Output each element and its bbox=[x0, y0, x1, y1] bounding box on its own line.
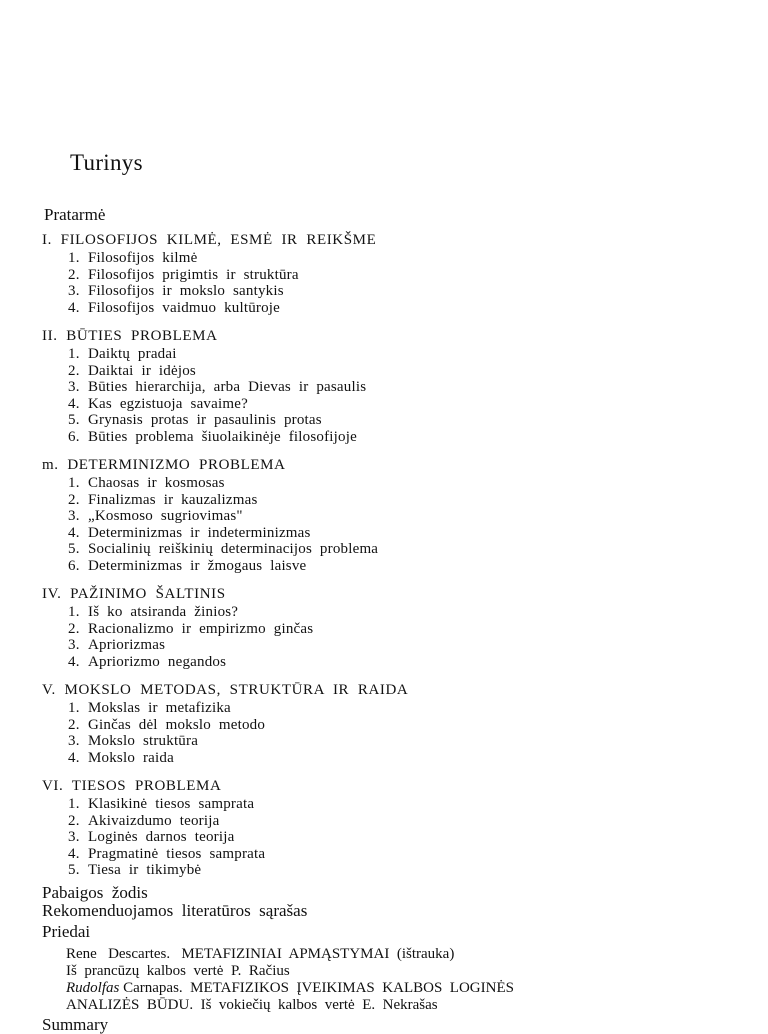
toc-item bbox=[68, 637, 742, 654]
toc-item-text: Būties problema šiuolaikinėje filosofijoje bbox=[88, 428, 357, 445]
toc-item bbox=[68, 829, 742, 846]
toc-item-number: 4. bbox=[68, 299, 80, 316]
toc-item-text: Klasikinė tiesos samprata bbox=[88, 796, 255, 812]
appendix-author-firstname: Rudolfas bbox=[66, 980, 120, 996]
toc-item bbox=[68, 541, 742, 558]
toc-item-text: Loginės darnos teorija bbox=[88, 829, 235, 845]
toc-item-text: Akivaizdumo teorija bbox=[88, 812, 220, 829]
toc-item-text: Mokslas ir metafizika bbox=[88, 700, 231, 716]
toc-item bbox=[68, 717, 742, 734]
toc-item-text: Apriorizmas bbox=[88, 637, 166, 653]
section-heading: IV. PAŽINIMO ŠALTINIS bbox=[42, 586, 226, 602]
toc-item-number: 4. bbox=[68, 845, 80, 862]
toc-item-text: Grynasis protas ir pasaulinis protas bbox=[88, 412, 322, 428]
section-heading: m. DETERMINIZMO PROBLEMA bbox=[42, 457, 286, 473]
toc-item bbox=[68, 250, 742, 267]
toc-item bbox=[68, 733, 742, 750]
section-item-list bbox=[42, 475, 742, 574]
toc-item-number: 1. bbox=[68, 796, 80, 812]
appendix-line-1: Rene Descartes. METAFIZINIAI APMĄSTYMAI (ištrauka) bbox=[66, 946, 455, 962]
section-heading: I. FILOSOFIJOS KILMĖ, ESMĖ IR REIKŠME bbox=[42, 232, 377, 248]
toc-item-text: Kas egzistuoja savaime? bbox=[88, 395, 248, 412]
toc-item-text: Daiktai ir idėjos bbox=[88, 362, 196, 379]
toc-item bbox=[68, 621, 742, 638]
toc-item-number: 4. bbox=[68, 749, 80, 766]
toc-item-number: 2. bbox=[68, 812, 80, 829]
toc-item-text: Būties hierarchija, arba Dievas ir pasaulis bbox=[88, 379, 367, 395]
toc-section bbox=[42, 584, 742, 670]
toc-item-number: 1. bbox=[68, 346, 80, 362]
toc-item bbox=[68, 654, 742, 671]
appendix-line-2: Iš prancūzų kalbos vertė P. Račius bbox=[66, 963, 290, 979]
toc-section bbox=[42, 776, 742, 879]
toc-item-number: 1. bbox=[68, 700, 80, 716]
toc-item-text: Chaosas ir kosmosas bbox=[88, 475, 225, 491]
section-heading: VI. TIESOS PROBLEMA bbox=[42, 778, 222, 794]
toc-item-number: 6. bbox=[68, 428, 80, 445]
toc-item bbox=[68, 558, 742, 575]
toc-item bbox=[68, 363, 742, 380]
toc-item-text: Tiesa ir tikimybė bbox=[88, 862, 202, 878]
toc-item bbox=[68, 862, 742, 879]
toc-item bbox=[68, 525, 742, 542]
toc-item bbox=[68, 700, 742, 717]
toc-item bbox=[68, 379, 742, 396]
toc-item-number: 5. bbox=[68, 412, 80, 428]
toc-literature: Rekomenduojamos literatūros sąrašas bbox=[42, 901, 308, 920]
toc-item bbox=[68, 750, 742, 767]
page-title: Turinys bbox=[70, 150, 143, 175]
toc-item bbox=[68, 846, 742, 863]
toc-item-text: Finalizmas ir kauzalizmas bbox=[88, 491, 258, 508]
toc-item-number: 3. bbox=[68, 379, 80, 395]
appendix-line-3-rest: Carnapas. METAFIZIKOS ĮVEIKIMAS KALBOS LOGINĖS bbox=[119, 980, 514, 996]
toc-item bbox=[68, 796, 742, 813]
toc-item bbox=[68, 283, 742, 300]
toc-item-number: 1. bbox=[68, 250, 80, 266]
toc-item-text: Racionalizmo ir empirizmo ginčas bbox=[88, 620, 314, 637]
toc-item-number: 5. bbox=[68, 541, 80, 557]
toc-item-text: Socialinių reiškinių determinacijos problema bbox=[88, 541, 379, 557]
toc-item-number: 6. bbox=[68, 557, 80, 574]
toc-item-text: Iš ko atsiranda žinios? bbox=[88, 604, 239, 620]
toc-section bbox=[42, 230, 742, 316]
section-heading: II. BŪTIES PROBLEMA bbox=[42, 328, 218, 344]
toc-item-number: 4. bbox=[68, 524, 80, 541]
toc-appendices: Priedai bbox=[42, 922, 91, 941]
toc-item bbox=[68, 429, 742, 446]
section-item-list bbox=[42, 250, 742, 316]
toc-item bbox=[68, 604, 742, 621]
toc-item-text: Pragmatinė tiesos samprata bbox=[88, 845, 266, 862]
toc-afterword: Pabaigos žodis bbox=[42, 883, 148, 902]
toc-item-text: Ginčas dėl mokslo metodo bbox=[88, 716, 266, 733]
toc-summary: Summary bbox=[42, 1015, 109, 1034]
appendix-line-3 bbox=[66, 980, 686, 997]
toc-item-number: 3. bbox=[68, 829, 80, 845]
toc-item-number: 3. bbox=[68, 508, 80, 524]
toc-item-text: Determinizmas ir žmogaus laisve bbox=[88, 557, 307, 574]
toc-item bbox=[68, 396, 742, 413]
section-item-list bbox=[42, 346, 742, 445]
toc-item bbox=[68, 813, 742, 830]
toc-item-text: Apriorizmo negandos bbox=[88, 653, 227, 670]
toc-section bbox=[42, 680, 742, 766]
section-item-list bbox=[42, 796, 742, 879]
toc-item-text: Mokslo raida bbox=[88, 749, 174, 766]
toc-item-number: 2. bbox=[68, 620, 80, 637]
section-heading: V. MOKSLO METODAS, STRUKTŪRA IR RAIDA bbox=[42, 682, 409, 698]
appendix-line-4: ANALIZĖS BŪDU. Iš vokiečių kalbos vertė E. Nekrašas bbox=[66, 997, 438, 1013]
toc-item bbox=[68, 475, 742, 492]
toc-item-number: 3. bbox=[68, 283, 80, 299]
toc-item-number: 4. bbox=[68, 395, 80, 412]
toc-item-text: Filosofijos ir mokslo santykis bbox=[88, 283, 284, 299]
toc-item-text: Filosofijos kilmė bbox=[88, 250, 198, 266]
toc-item-text: Filosofijos vaidmuo kultūroje bbox=[88, 299, 281, 316]
toc-item-number: 2. bbox=[68, 266, 80, 283]
toc-item-number: 3. bbox=[68, 637, 80, 653]
toc-item-text: Mokslo struktūra bbox=[88, 733, 199, 749]
toc-item bbox=[68, 300, 742, 317]
toc-item-number: 2. bbox=[68, 716, 80, 733]
section-item-list bbox=[42, 604, 742, 670]
toc-item-text: Daiktų pradai bbox=[88, 346, 177, 362]
toc-item-number: 3. bbox=[68, 733, 80, 749]
toc-preface: Pratarmė bbox=[44, 205, 106, 224]
toc-item bbox=[68, 267, 742, 284]
toc-item bbox=[68, 346, 742, 363]
toc-item-text: Determinizmas ir indeterminizmas bbox=[88, 524, 311, 541]
toc-item-number: 1. bbox=[68, 604, 80, 620]
toc-item-number: 2. bbox=[68, 362, 80, 379]
toc-item-number: 5. bbox=[68, 862, 80, 878]
toc-item-number: 2. bbox=[68, 491, 80, 508]
section-item-list bbox=[42, 700, 742, 766]
toc-item-number: 1. bbox=[68, 475, 80, 491]
toc-item bbox=[68, 492, 742, 509]
toc-section bbox=[42, 326, 742, 445]
toc-item-text: „Kosmoso sugriovimas" bbox=[88, 508, 243, 524]
toc-item-text: Filosofijos prigimtis ir struktūra bbox=[88, 266, 299, 283]
toc-item bbox=[68, 508, 742, 525]
toc-item bbox=[68, 412, 742, 429]
toc-section bbox=[42, 455, 742, 574]
toc-item-number: 4. bbox=[68, 653, 80, 670]
